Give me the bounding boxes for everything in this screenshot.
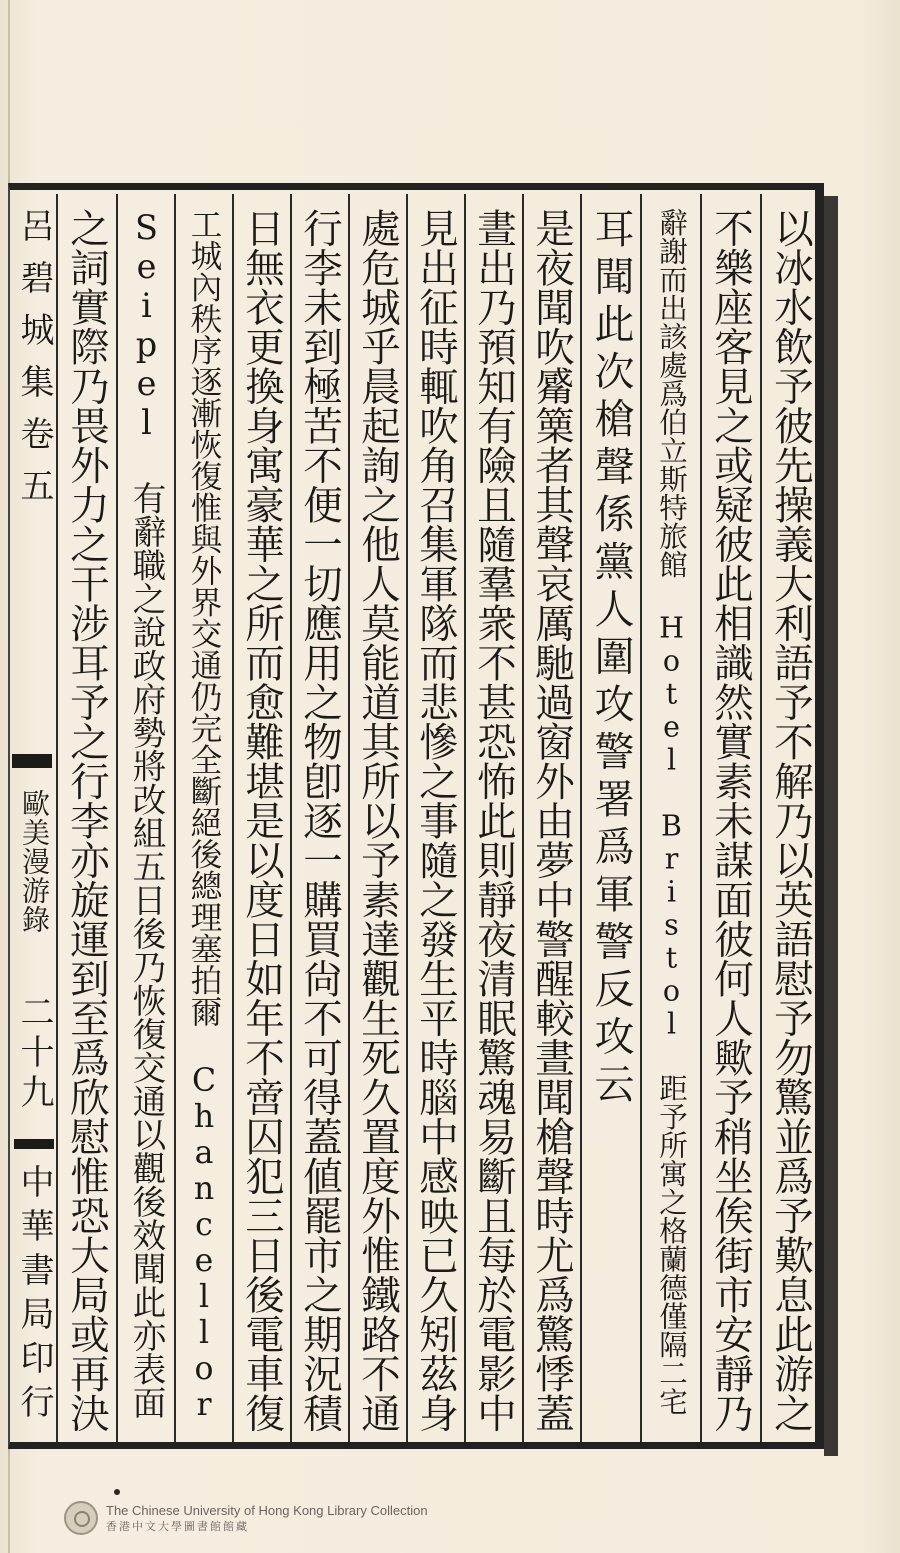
publisher: 中華書局印行 bbox=[14, 1164, 54, 1428]
text-column bbox=[762, 194, 820, 1442]
text-line: 見出征時輒吹角召集軍隊而悲慘之事隨之發生平時腦中感映已久矧茲身 bbox=[413, 208, 459, 1433]
text-line: 工城內秩序逐漸恢復惟與外界交通仍完全斷絕後總理塞拍爾 Chancellor bbox=[186, 208, 222, 1423]
text-column bbox=[642, 194, 700, 1442]
watermark-chinese: 香港中文大學圖書館館藏 bbox=[106, 1519, 249, 1533]
section-title: 歐美漫游錄 bbox=[18, 789, 51, 934]
text-column bbox=[702, 194, 760, 1442]
text-line: 不樂座客見之或疑彼此相識然實素未謀面彼何人歟予稍坐俟街市安靜乃 bbox=[708, 208, 754, 1433]
text-line: 耳聞此次槍聲係黨人圍攻警署爲軍警反攻云 bbox=[588, 208, 634, 1111]
lower-mark bbox=[14, 1139, 54, 1149]
text-line: 晝出乃預知有險且隨羣衆不甚恐怖此則靜夜清眠驚魂易斷且每於電影中 bbox=[471, 208, 517, 1433]
watermark-english: The Chinese University of Hong Kong Library Collection bbox=[106, 1502, 428, 1518]
fish-tail-mark bbox=[12, 754, 52, 768]
text-column bbox=[58, 194, 116, 1442]
text-column bbox=[176, 194, 232, 1442]
margin-column bbox=[10, 194, 56, 1442]
text-line: 辭謝而出該處爲伯立斯特旅館 Hotel Bristol 距予所寓之格蘭德僅隔二宅 bbox=[655, 208, 688, 1416]
text-line: 之詞實際乃畏外力之干涉耳予之行李亦旋運到至爲欣慰惟恐大局或再決 bbox=[64, 208, 110, 1433]
text-line: Seipel 有辭職之說政府勢將改組五日後乃恢復交通以觀後效聞此亦表面 bbox=[127, 208, 166, 1419]
text-column bbox=[408, 194, 464, 1442]
text-column bbox=[350, 194, 406, 1442]
book-title: 呂碧城集卷五 bbox=[14, 208, 54, 520]
text-column bbox=[292, 194, 348, 1442]
frame-shadow bbox=[824, 196, 838, 1456]
ink-dot bbox=[114, 1489, 120, 1495]
text-column bbox=[118, 194, 174, 1442]
text-line: 日無衣更換身寓豪華之所而愈難堪是以度日如年不啻囚犯三日後電車復 bbox=[239, 208, 285, 1433]
text-column bbox=[234, 194, 290, 1442]
text-column bbox=[466, 194, 522, 1442]
text-line: 以冰水飲予彼先操義大利語予不解乃以英語慰予勿驚並爲予歎息此游之 bbox=[768, 208, 814, 1433]
text-line: 是夜聞吹觱篥者其聲哀厲馳過窗外由夢中警醒較晝聞槍聲時尤爲驚悸蓋 bbox=[529, 208, 575, 1433]
page-number: 二十九 bbox=[14, 994, 54, 1114]
cuhk-library-logo-icon bbox=[64, 1501, 98, 1535]
text-column bbox=[524, 194, 580, 1442]
text-line: 行李未到極苦不便一切應用之物卽逐一購買尙不可得蓋値罷市之期況積 bbox=[297, 208, 343, 1433]
text-column bbox=[582, 194, 640, 1442]
library-watermark bbox=[64, 1498, 428, 1538]
text-line: 處危城乎晨起詢之他人莫能道其所以予素達觀生死久置度外惟鐵路不通 bbox=[355, 208, 401, 1433]
